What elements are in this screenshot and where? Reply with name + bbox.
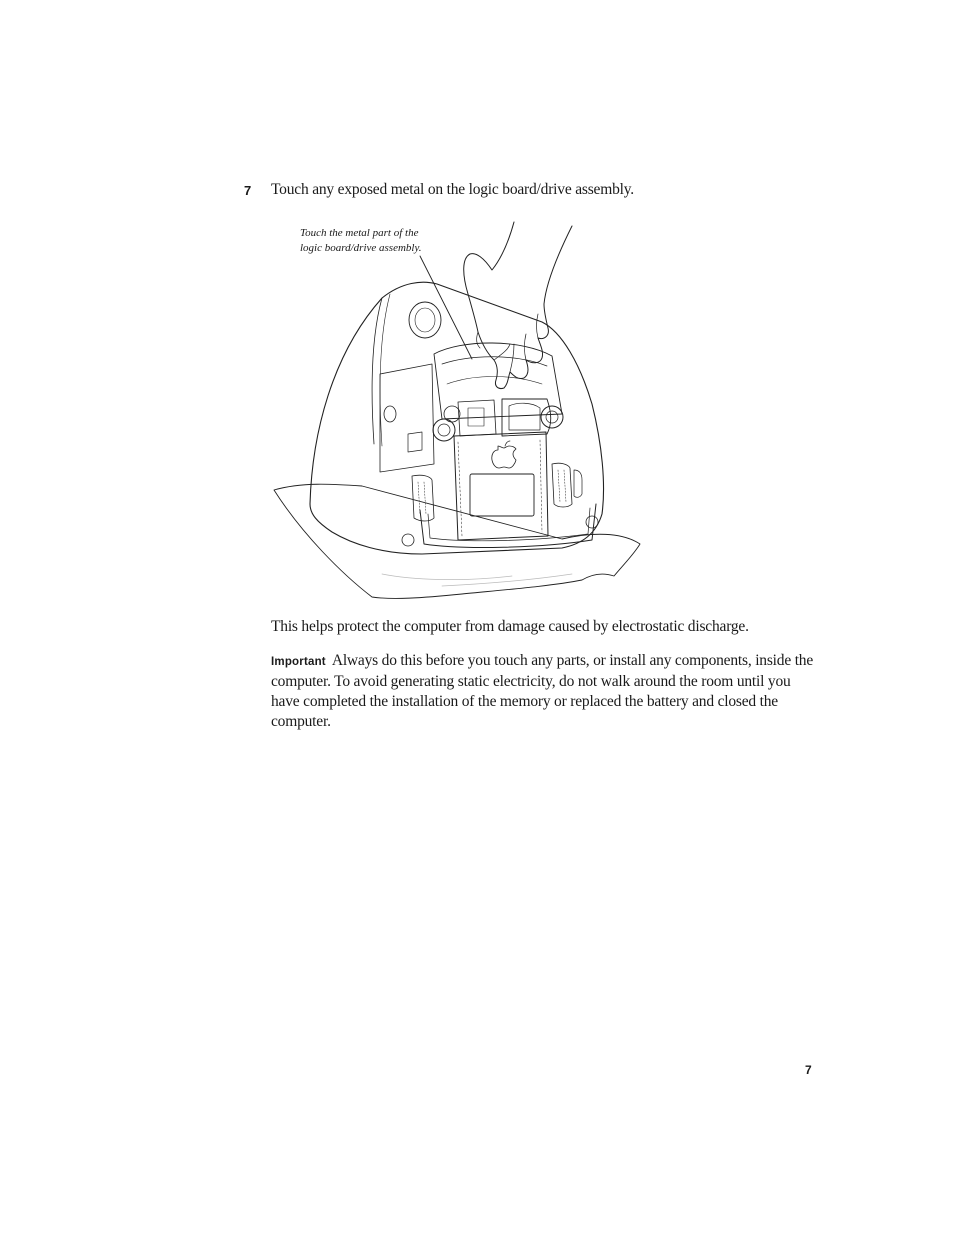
page-number: 7 bbox=[805, 1063, 812, 1077]
callout-line-2: logic board/drive assembly. bbox=[300, 242, 422, 254]
left-vent bbox=[412, 475, 434, 521]
protect-paragraph: This helps protect the computer from damage caused by electrostatic discharge. bbox=[271, 618, 749, 635]
right-vent bbox=[552, 463, 572, 507]
important-label: Important bbox=[271, 656, 326, 668]
important-text: Always do this before you touch any parts, or install any components, inside the computer. To avoid generating static electricity, do not walk around the room until you have completed the installation of the memory or replaced the battery and closed the computer. bbox=[271, 652, 814, 730]
apple-logo bbox=[492, 446, 516, 468]
board-label bbox=[470, 474, 534, 516]
step-number: 7 bbox=[244, 183, 252, 198]
step-instruction: Touch any exposed metal on the logic board/drive assembly. bbox=[271, 181, 634, 198]
top-vent bbox=[409, 302, 441, 338]
hand bbox=[464, 222, 572, 389]
right-thumbscrew bbox=[541, 406, 563, 428]
imac-illustration bbox=[262, 214, 652, 608]
left-thumbscrew bbox=[433, 419, 455, 441]
important-paragraph bbox=[271, 651, 821, 732]
callout-line-1: Touch the metal part of the bbox=[300, 227, 419, 239]
side-port bbox=[384, 406, 396, 422]
